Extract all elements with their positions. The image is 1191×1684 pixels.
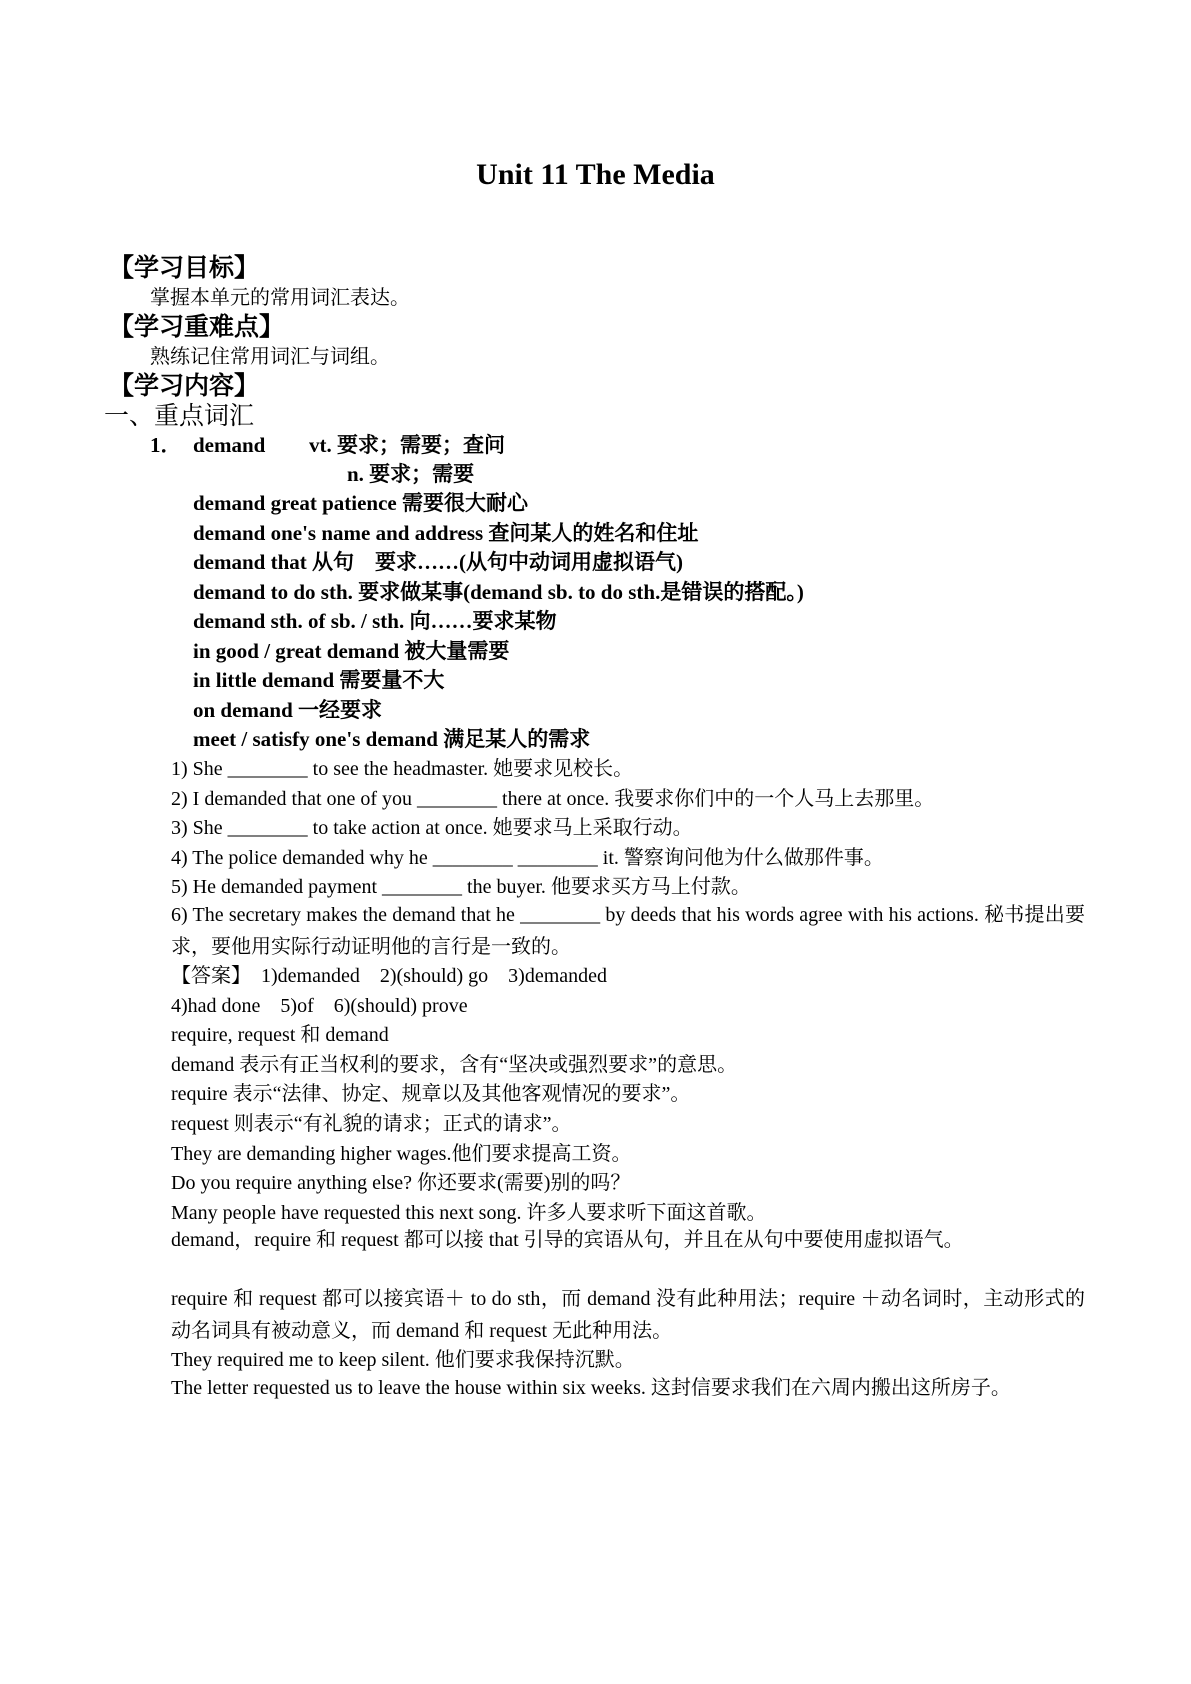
phrase-item: demand sth. of sb. / sth. 向……要求某物 <box>193 609 557 633</box>
phrase-item: on demand 一经要求 <box>193 698 383 722</box>
entry-pos-n: n. 要求；需要 <box>347 462 475 486</box>
note-line: request 则表示“有礼貌的请求；正式的请求”。 <box>171 1113 572 1135</box>
phrase-item: in good / great demand 被大量需要 <box>193 639 510 663</box>
phrase-item: demand great patience 需要很大耐心 <box>193 491 529 515</box>
usage-paragraph-1: demand，require 和 request 都可以接 that 引导的宾语从句，并且在从句中要使用虚拟语气。 <box>171 1229 964 1251</box>
phrase-item: in little demand 需要量不大 <box>193 668 445 692</box>
usage-paragraph-3: The letter requested us to leave the house within six weeks. 这封信要求我们在六周内搬出这所房子。 <box>171 1377 1011 1399</box>
exercise-item: 4) The police demanded why he ________ ________ it. 警察询问他为什么做那件事。 <box>171 847 884 869</box>
phrase-item: demand one's name and address 查问某人的姓名和住址 <box>193 521 699 545</box>
note-line: demand 表示有正当权利的要求，含有“坚决或强烈要求”的意思。 <box>171 1054 738 1076</box>
example-line: They required me to keep silent. 他们要求我保持沉默。 <box>171 1349 635 1371</box>
usage-paragraph-2: require 和 request 都可以接宾语＋ to do sth，而 demand 没有此种用法；require ＋动名词时，主动形式的动名词具有被动意义，而 demand 和 request 无此种用法。 <box>171 1288 1085 1342</box>
exercise-item-6: 6) The secretary makes the demand that he ________ by deeds that his words agree with his actions. 秘书提出要求，要他用实际行动证明他的言行是一致的。 <box>171 904 1085 958</box>
exercise-item: 1) She ________ to see the headmaster. 她要求见校长。 <box>171 758 634 780</box>
answers-line-2: 4)had done 5)of 6)(should) prove <box>171 995 468 1017</box>
goal-heading: 【学习目标】 <box>109 255 260 282</box>
entry-number: 1． <box>150 433 182 457</box>
phrase-item: demand that 从句 要求……(从句中动词用虚拟语气) <box>193 550 684 574</box>
note-line: require 表示“法律、协定、规章以及其他客观情况的要求”。 <box>171 1083 691 1105</box>
note-line: They are demanding higher wages.他们要求提高工资。 <box>171 1143 632 1165</box>
exercise-item: 5) He demanded payment ________ the buyer. 他要求买方马上付款。 <box>171 876 751 898</box>
page-title: Unit 11 The Media <box>476 158 715 191</box>
exercise-item: 2) I demanded that one of you ________ there at once. 我要求你们中的一个人马上去那里。 <box>171 788 935 810</box>
phrase-item: demand to do sth. 要求做某事(demand sb. to do sth.是错误的搭配。) <box>193 580 804 604</box>
note-line: Many people have requested this next song. 许多人要求听下面这首歌。 <box>171 1202 767 1224</box>
vocab-heading: 一、重点词汇 <box>104 403 255 430</box>
note-line: Do you require anything else? 你还要求(需要)别的吗？ <box>171 1172 631 1194</box>
goal-text: 掌握本单元的常用词汇表达。 <box>150 287 410 309</box>
exercise-item: 3) She ________ to take action at once. 她要求马上采取行动。 <box>171 817 693 839</box>
phrase-item: meet / satisfy one's demand 满足某人的需求 <box>193 727 591 751</box>
note-line: require, request 和 demand <box>171 1024 389 1046</box>
entry-word: demand <box>193 433 266 457</box>
answers-line-1: 【答案】 1)demanded 2)(should) go 3)demanded <box>171 965 608 987</box>
key-text: 熟练记住常用词汇与词组。 <box>150 346 390 368</box>
entry-pos-vt: vt. 要求；需要；查问 <box>309 433 505 457</box>
content-heading: 【学习内容】 <box>109 373 260 400</box>
key-heading: 【学习重难点】 <box>109 314 285 341</box>
